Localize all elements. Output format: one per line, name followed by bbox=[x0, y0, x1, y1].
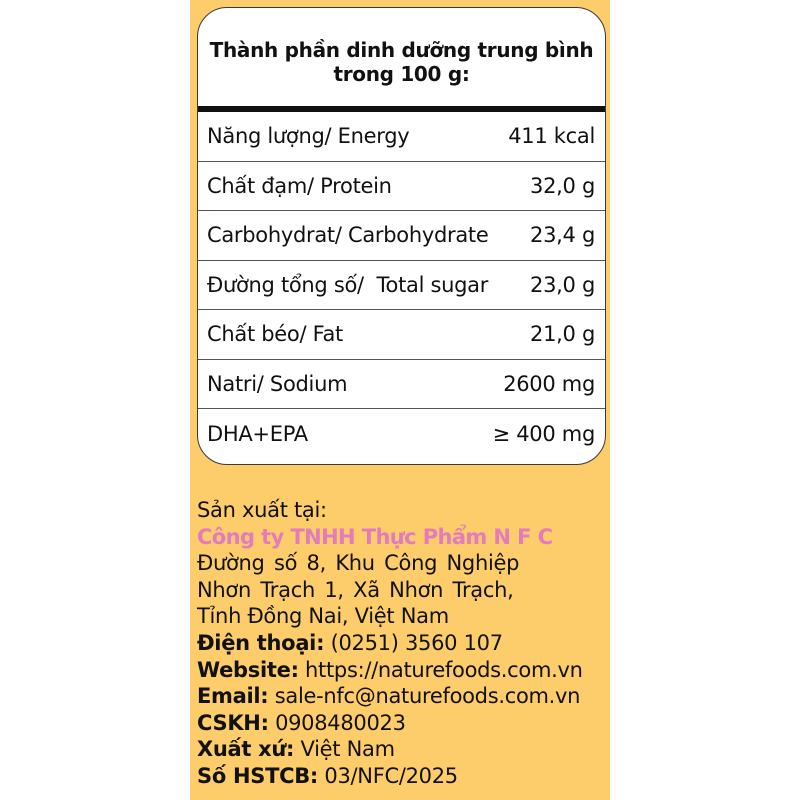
website-line bbox=[197, 657, 607, 684]
nutrient-label: DHA+EPA bbox=[207, 421, 308, 446]
email-link[interactable]: sale-nfc@naturefoods.com.vn bbox=[268, 684, 581, 709]
nutrient-value: 2600 mg bbox=[503, 371, 595, 396]
nutrition-row-carbohydrate bbox=[198, 211, 605, 261]
email-line bbox=[197, 683, 607, 710]
address-line-1: Đường số 8, Khu Công Nghiệp bbox=[197, 551, 520, 576]
nutrient-label: Chất béo/ Fat bbox=[207, 322, 343, 347]
origin-label: Xuất xứ: bbox=[197, 737, 295, 762]
cskh-value: 0908480023 bbox=[268, 710, 406, 735]
nutrient-value: 32,0 g bbox=[530, 173, 595, 198]
nutrient-label: Carbohydrat/ Carbohydrate bbox=[207, 223, 489, 248]
origin-value: Việt Nam bbox=[294, 737, 395, 762]
manufacturer-info bbox=[197, 497, 607, 790]
nutrient-value: 21,0 g bbox=[530, 322, 595, 347]
nutrition-title-line2: trong 100 g: bbox=[333, 62, 470, 86]
nutrition-row-energy bbox=[198, 112, 605, 162]
nutrition-row-protein bbox=[198, 162, 605, 212]
nutrition-facts-card bbox=[197, 7, 606, 465]
hstcb-line bbox=[197, 763, 607, 790]
nutrient-value: 23,4 g bbox=[530, 223, 595, 248]
nutrition-title bbox=[198, 8, 605, 106]
nutrient-label: Năng lượng/ Energy bbox=[207, 124, 410, 149]
nutrition-row-fat bbox=[198, 310, 605, 360]
hstcb-label: Số HSTCB: bbox=[197, 763, 319, 788]
company-name: Công ty TNHH Thực Phẩm N F C bbox=[197, 524, 553, 549]
address-line-3: Tỉnh Đồng Nai, Việt Nam bbox=[197, 604, 449, 629]
email-label: Email: bbox=[197, 684, 269, 709]
nutrient-value: ≥ 400 mg bbox=[492, 421, 595, 446]
made-at-label: Sản xuất tại: bbox=[197, 498, 327, 522]
website-label: Website: bbox=[197, 657, 299, 682]
phone-value: (0251) 3560 107 bbox=[324, 630, 503, 655]
cskh-label: CSKH: bbox=[197, 710, 269, 735]
nutrient-label: Natri/ Sodium bbox=[207, 371, 348, 396]
nutrient-label: Chất đạm/ Protein bbox=[207, 173, 392, 198]
nutrient-label: Đường tổng số/ Total sugar bbox=[207, 272, 489, 297]
cskh-line bbox=[197, 710, 607, 737]
nutrient-value: 411 kcal bbox=[508, 124, 595, 149]
hstcb-value: 03/NFC/2025 bbox=[318, 763, 458, 788]
nutrition-row-total-sugar bbox=[198, 261, 605, 311]
nutrition-row-dha-epa bbox=[198, 409, 605, 459]
nutrition-row-sodium bbox=[198, 360, 605, 410]
address-line-2: Nhơn Trạch 1, Xã Nhơn Trạch, bbox=[197, 577, 514, 602]
website-link[interactable]: https://naturefoods.com.vn bbox=[298, 657, 583, 682]
phone-label: Điện thoại: bbox=[197, 630, 325, 655]
nutrient-value: 23,0 g bbox=[530, 272, 595, 297]
nutrition-title-line1: Thành phần dinh dưỡng trung bình bbox=[209, 38, 594, 62]
phone-line bbox=[197, 630, 607, 657]
origin-line bbox=[197, 736, 607, 763]
